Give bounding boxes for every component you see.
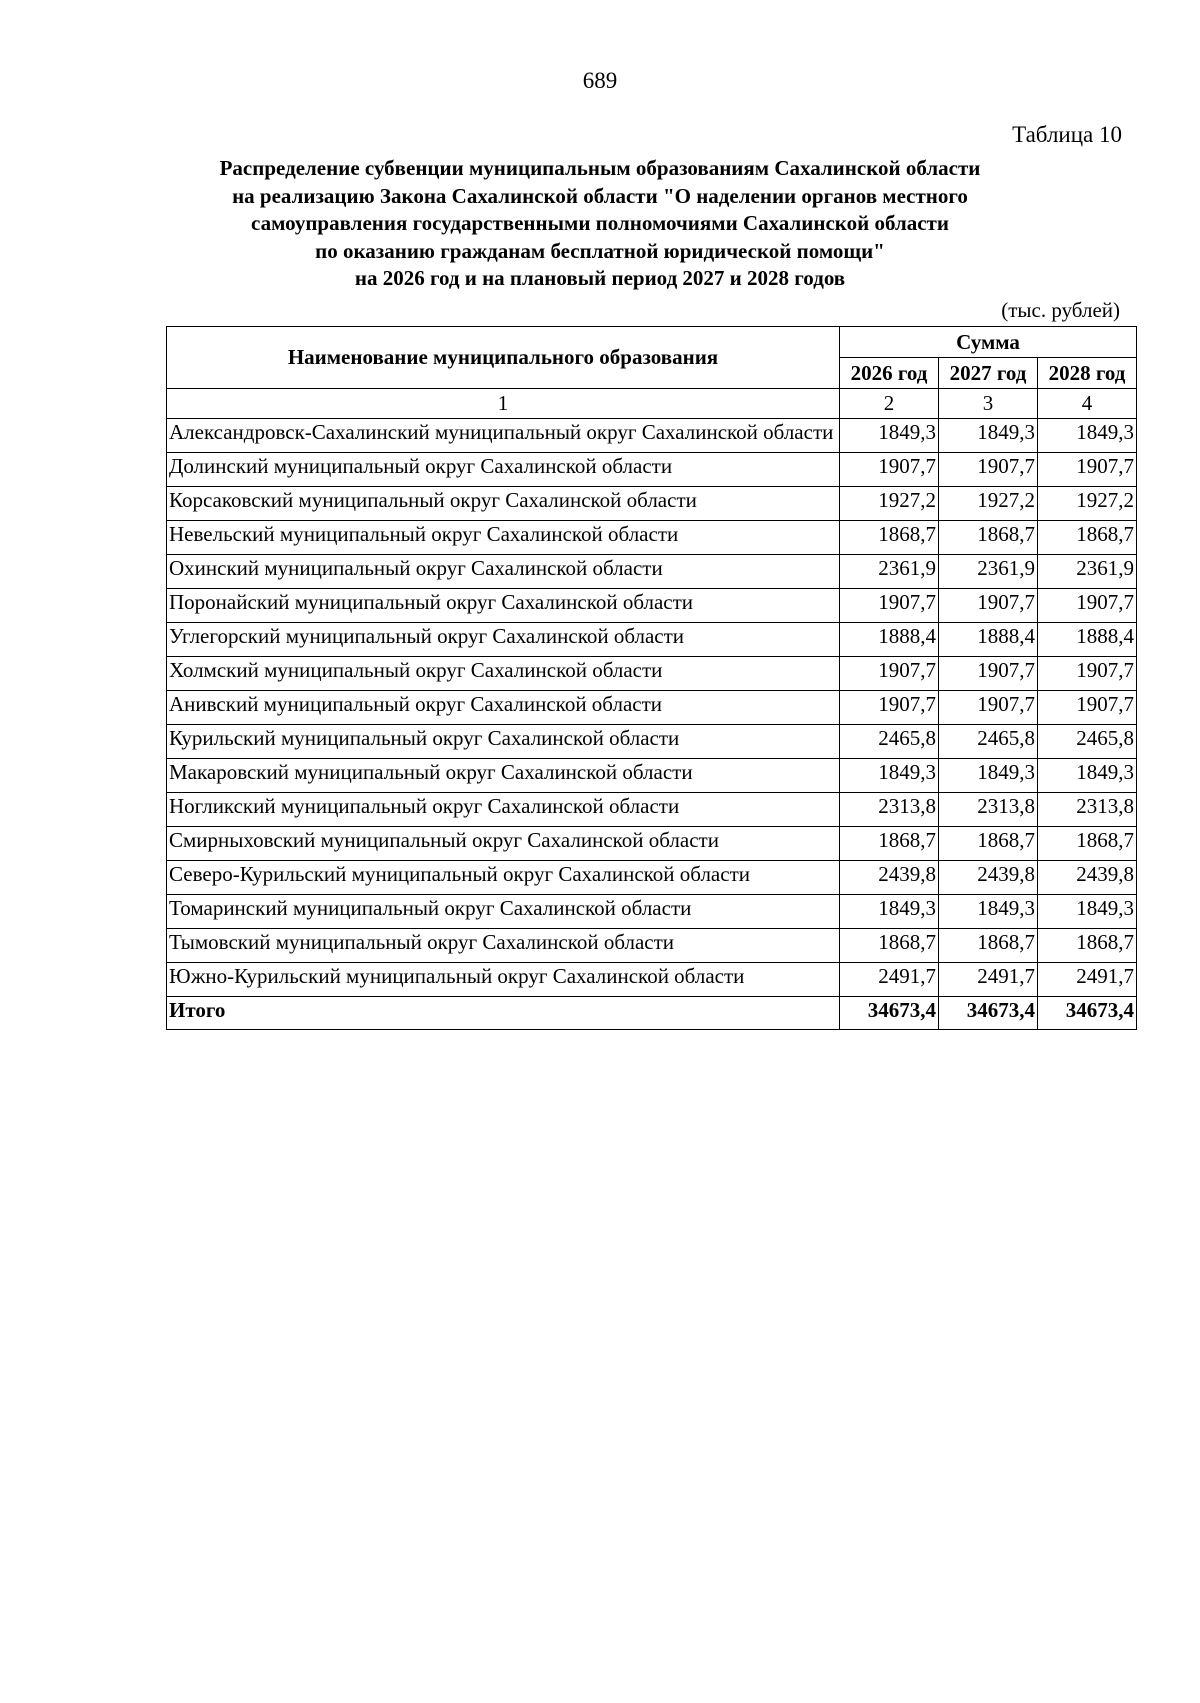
amount-2027: 2439,8 bbox=[939, 861, 1038, 895]
table-row bbox=[167, 929, 1137, 963]
amount-2028: 2465,8 bbox=[1038, 725, 1137, 759]
amount-2026: 2439,8 bbox=[840, 861, 939, 895]
total-label: Итого bbox=[167, 997, 840, 1030]
table-row bbox=[167, 861, 1137, 895]
municipality-name: Анивский муниципальный округ Сахалинской области bbox=[167, 691, 840, 725]
municipality-name: Углегорский муниципальный округ Сахалинской области bbox=[167, 623, 840, 657]
table-row bbox=[167, 487, 1137, 521]
municipality-name: Ногликский муниципальный округ Сахалинской области bbox=[167, 793, 840, 827]
table-row bbox=[167, 453, 1137, 487]
document-title bbox=[150, 155, 1050, 293]
amount-2027: 1888,4 bbox=[939, 623, 1038, 657]
amount-2026: 1868,7 bbox=[840, 521, 939, 555]
amount-2027: 2491,7 bbox=[939, 963, 1038, 997]
amount-2026: 1907,7 bbox=[840, 453, 939, 487]
municipality-name: Макаровский муниципальный округ Сахалинской области bbox=[167, 759, 840, 793]
page-number: 689 bbox=[582, 68, 618, 93]
municipality-name: Тымовский муниципальный округ Сахалинской области bbox=[167, 929, 840, 963]
table-row bbox=[167, 793, 1137, 827]
name-column-header: Наименование муниципального образования bbox=[167, 327, 840, 389]
amount-2026: 2491,7 bbox=[840, 963, 939, 997]
column-number: 1 bbox=[167, 389, 840, 419]
amount-2028: 1868,7 bbox=[1038, 521, 1137, 555]
table-row bbox=[167, 589, 1137, 623]
amount-2027: 1849,3 bbox=[939, 419, 1038, 453]
units-note: (тыс. рублей) bbox=[1001, 298, 1120, 322]
municipality-name: Корсаковский муниципальный округ Сахалинской области bbox=[167, 487, 840, 521]
amount-2026: 1868,7 bbox=[840, 827, 939, 861]
amount-2028: 1868,7 bbox=[1038, 929, 1137, 963]
municipality-name: Смирныховский муниципальный округ Сахалинской области bbox=[167, 827, 840, 861]
amount-2028: 1849,3 bbox=[1038, 895, 1137, 929]
year-header-2027: 2027 год bbox=[939, 358, 1038, 389]
amount-2028: 1849,3 bbox=[1038, 759, 1137, 793]
year-header-2026: 2026 год bbox=[840, 358, 939, 389]
amount-2028: 1907,7 bbox=[1038, 691, 1137, 725]
column-number-row bbox=[167, 389, 1137, 419]
municipality-name: Курильский муниципальный округ Сахалинской области bbox=[167, 725, 840, 759]
table-row bbox=[167, 725, 1137, 759]
municipality-name: Северо-Курильский муниципальный округ Сахалинской области bbox=[167, 861, 840, 895]
amount-2027: 1868,7 bbox=[939, 521, 1038, 555]
amount-2028: 2491,7 bbox=[1038, 963, 1137, 997]
amount-2028: 2361,9 bbox=[1038, 555, 1137, 589]
column-number: 3 bbox=[939, 389, 1038, 419]
sum-column-header: Сумма bbox=[840, 327, 1137, 358]
amount-2027: 1927,2 bbox=[939, 487, 1038, 521]
subvention-table bbox=[166, 326, 1137, 1030]
column-number: 4 bbox=[1038, 389, 1137, 419]
amount-2026: 2361,9 bbox=[840, 555, 939, 589]
table-row bbox=[167, 419, 1137, 453]
amount-2028: 2313,8 bbox=[1038, 793, 1137, 827]
amount-2026: 1849,3 bbox=[840, 895, 939, 929]
amount-2027: 1907,7 bbox=[939, 589, 1038, 623]
amount-2026: 1927,2 bbox=[840, 487, 939, 521]
amount-2027: 1907,7 bbox=[939, 657, 1038, 691]
title-line: самоуправления государственными полномочиями Сахалинской области bbox=[251, 211, 949, 235]
amount-2026: 1849,3 bbox=[840, 419, 939, 453]
amount-2027: 1849,3 bbox=[939, 759, 1038, 793]
amount-2027: 1907,7 bbox=[939, 453, 1038, 487]
amount-2028: 1907,7 bbox=[1038, 589, 1137, 623]
amount-2028: 1849,3 bbox=[1038, 419, 1137, 453]
table-row bbox=[167, 623, 1137, 657]
amount-2027: 1907,7 bbox=[939, 691, 1038, 725]
municipality-name: Охинский муниципальный округ Сахалинской области bbox=[167, 555, 840, 589]
title-line: на 2026 год и на плановый период 2027 и 2028 годов bbox=[354, 266, 846, 290]
column-number: 2 bbox=[840, 389, 939, 419]
total-amount-2027: 34673,4 bbox=[939, 997, 1038, 1030]
amount-2027: 2313,8 bbox=[939, 793, 1038, 827]
amount-2028: 2439,8 bbox=[1038, 861, 1137, 895]
title-line: на реализацию Закона Сахалинской области "О наделении органов местного bbox=[232, 183, 968, 208]
amount-2026: 1907,7 bbox=[840, 657, 939, 691]
amount-2028: 1907,7 bbox=[1038, 453, 1137, 487]
amount-2027: 2361,9 bbox=[939, 555, 1038, 589]
total-amount-2026: 34673,4 bbox=[840, 997, 939, 1030]
municipality-name: Александровск-Сахалинский муниципальный округ Сахалинской области bbox=[167, 419, 840, 453]
amount-2027: 1849,3 bbox=[939, 895, 1038, 929]
amount-2026: 1907,7 bbox=[840, 589, 939, 623]
municipality-name: Холмский муниципальный округ Сахалинской области bbox=[167, 657, 840, 691]
table-label: Таблица 10 bbox=[1012, 122, 1122, 147]
year-header-2028: 2028 год bbox=[1038, 358, 1137, 389]
table-row bbox=[167, 963, 1137, 997]
municipality-name: Южно-Курильский муниципальный округ Сахалинской области bbox=[167, 963, 840, 997]
amount-2026: 1888,4 bbox=[840, 623, 939, 657]
table-row bbox=[167, 657, 1137, 691]
table-row bbox=[167, 827, 1137, 861]
table-row bbox=[167, 691, 1137, 725]
municipality-name: Невельский муниципальный округ Сахалинской области bbox=[167, 521, 840, 555]
title-line: Распределение субвенции муниципальным образованиям Сахалинской области bbox=[219, 156, 981, 180]
total-row bbox=[167, 997, 1137, 1030]
amount-2028: 1888,4 bbox=[1038, 623, 1137, 657]
title-line: по оказанию гражданам бесплатной юридической помощи" bbox=[315, 238, 885, 263]
total-amount-2028: 34673,4 bbox=[1038, 997, 1137, 1030]
amount-2027: 1868,7 bbox=[939, 827, 1038, 861]
amount-2026: 1868,7 bbox=[840, 929, 939, 963]
amount-2028: 1868,7 bbox=[1038, 827, 1137, 861]
table-row bbox=[167, 521, 1137, 555]
amount-2028: 1927,2 bbox=[1038, 487, 1137, 521]
amount-2026: 2313,8 bbox=[840, 793, 939, 827]
municipality-name: Поронайский муниципальный округ Сахалинской области bbox=[167, 589, 840, 623]
amount-2026: 1907,7 bbox=[840, 691, 939, 725]
table-row bbox=[167, 895, 1137, 929]
amount-2026: 1849,3 bbox=[840, 759, 939, 793]
amount-2028: 1907,7 bbox=[1038, 657, 1137, 691]
amount-2026: 2465,8 bbox=[840, 725, 939, 759]
municipality-name: Долинский муниципальный округ Сахалинской области bbox=[167, 453, 840, 487]
table-row bbox=[167, 759, 1137, 793]
table-row bbox=[167, 555, 1137, 589]
municipality-name: Томаринский муниципальный округ Сахалинской области bbox=[167, 895, 840, 929]
amount-2027: 1868,7 bbox=[939, 929, 1038, 963]
amount-2027: 2465,8 bbox=[939, 725, 1038, 759]
